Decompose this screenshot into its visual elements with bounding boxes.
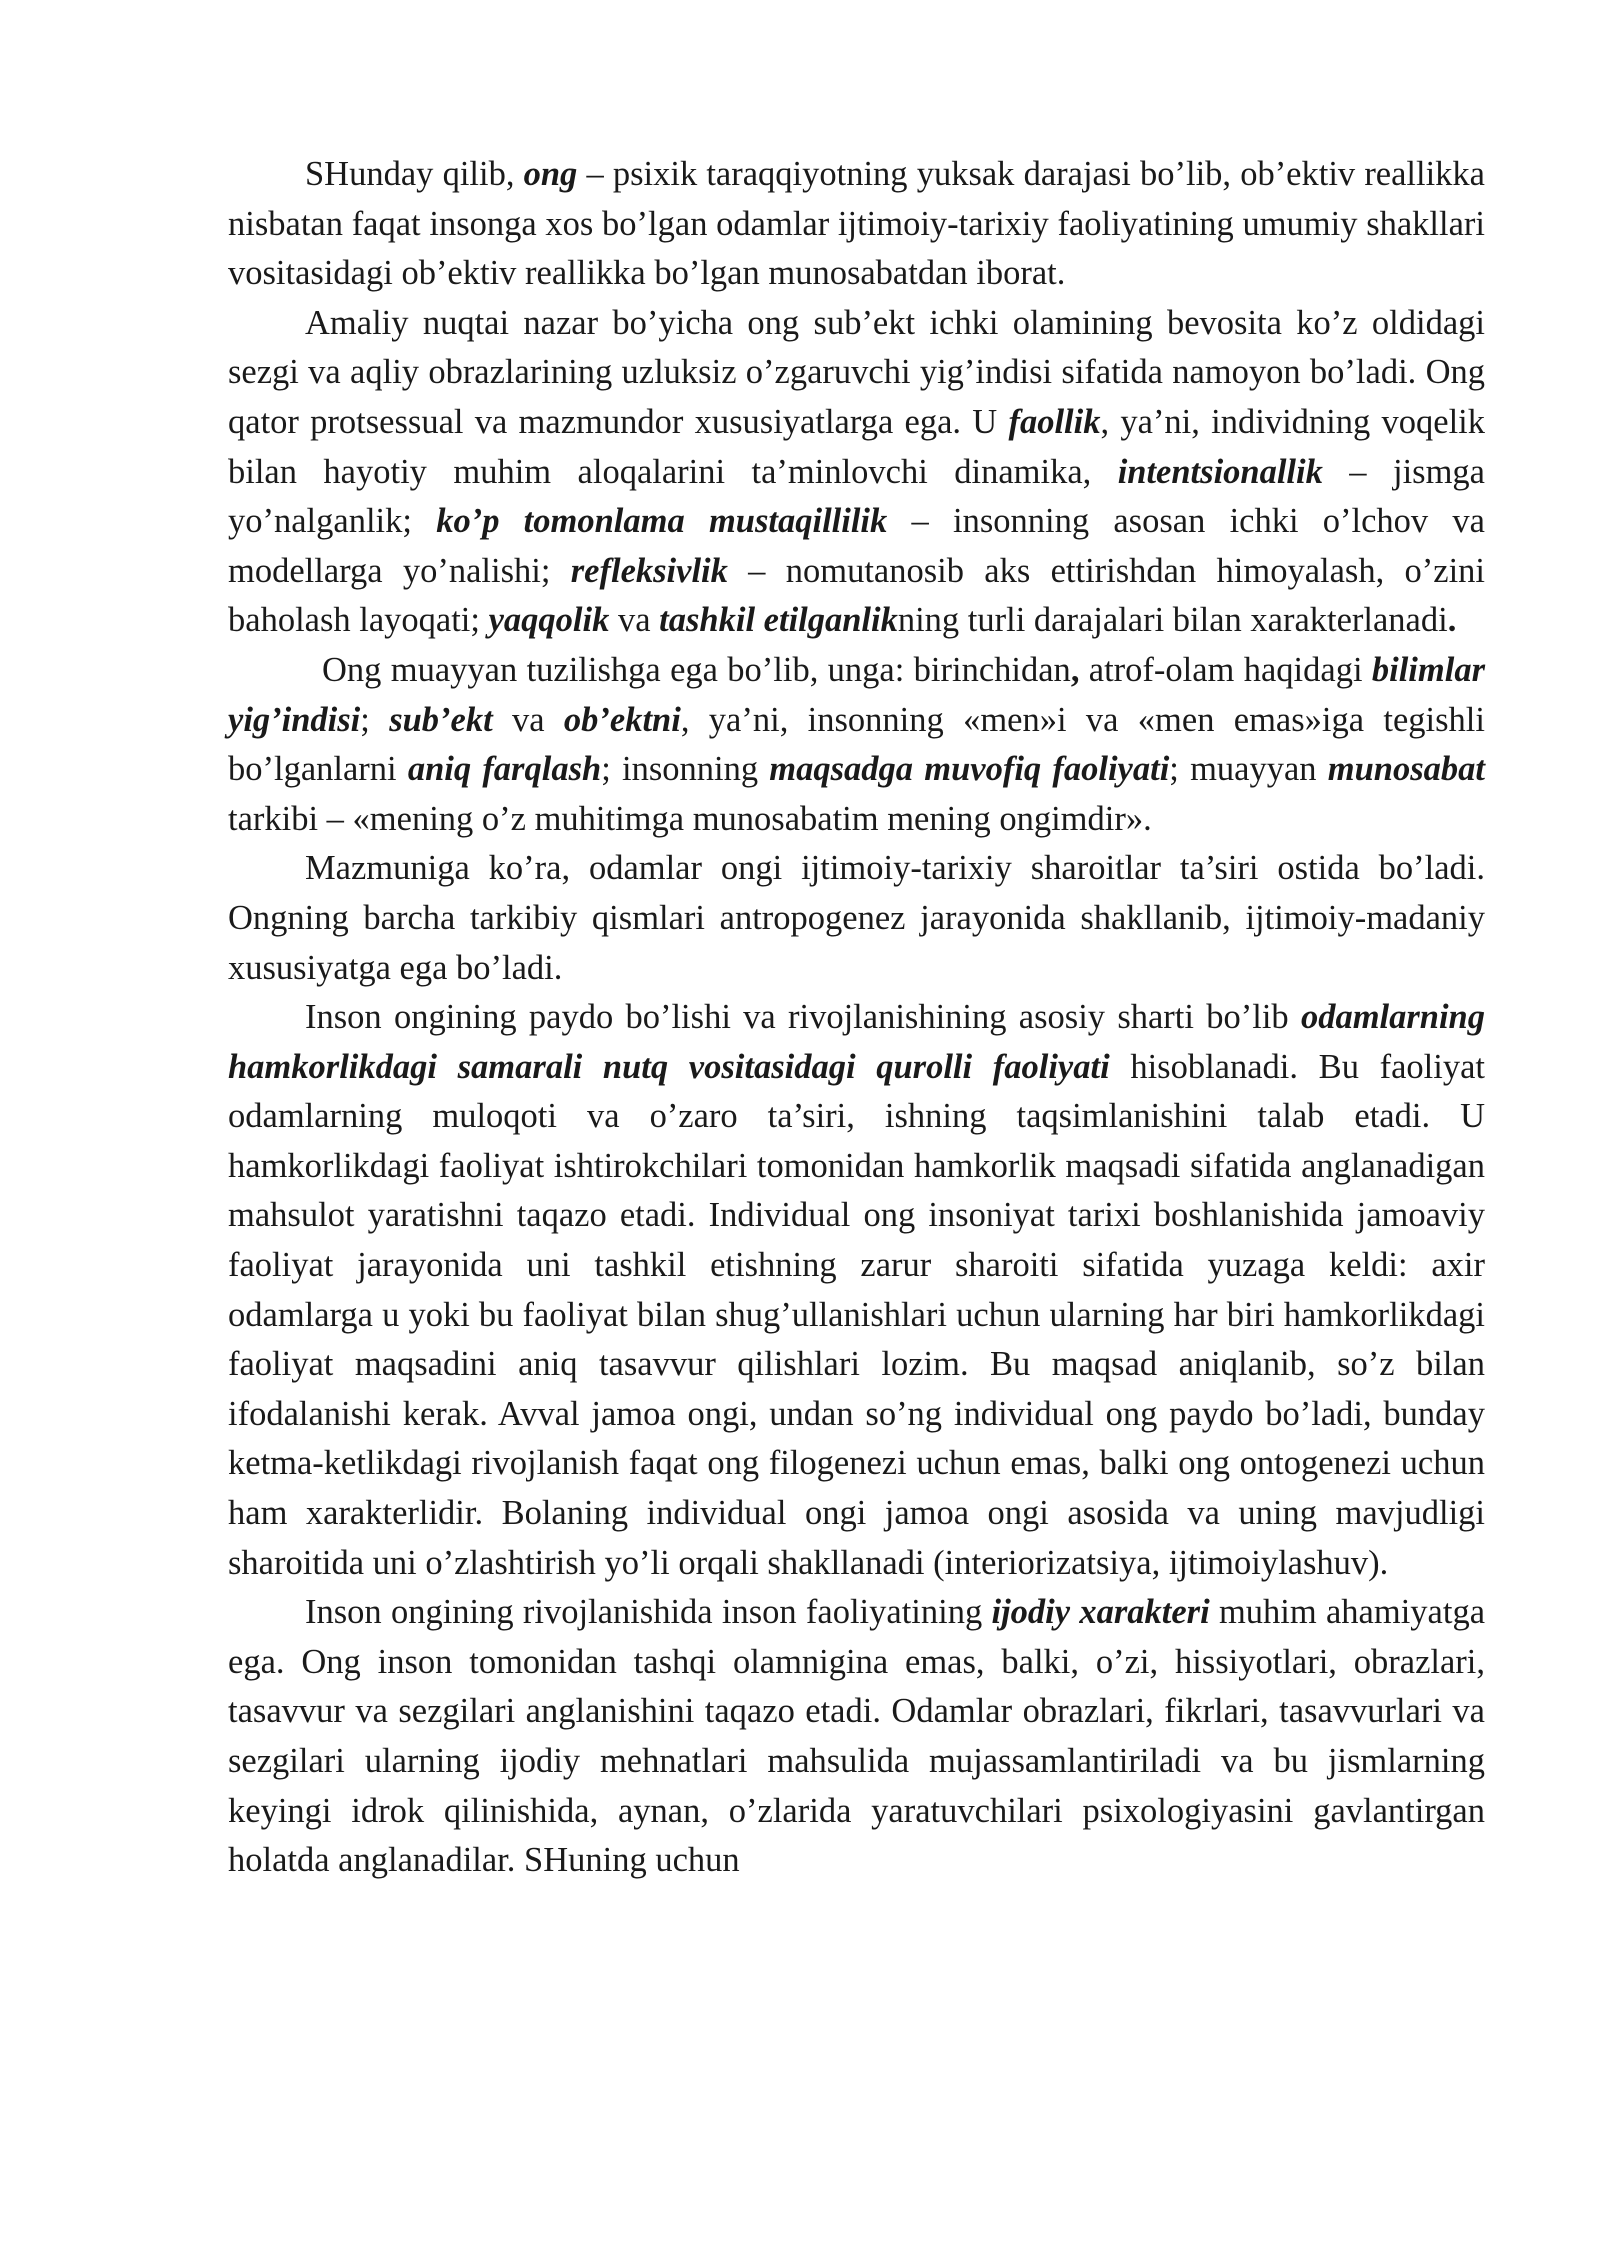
text-run: – psixik taraqqiyotning yuksak darajasi bo’lib, ob’ektiv reallikka nisbatan faqat insonga xos bo’lgan odamlar ijtimoiy-tarixiy faoliyatining umumiy shakllari vositasidagi ob’ektiv reallikka bo’lgan munosabatdan iborat. [228, 155, 1485, 293]
emphasis-run: faollik [1008, 402, 1101, 441]
text-run: atrof-olam haqidagi [1079, 650, 1372, 689]
text-run: Inson ongining paydo bo’lishi va rivojlanishining asosiy sharti bo’lib [305, 998, 1301, 1037]
text-run: va [609, 601, 660, 640]
emphasis-run: bilimlar yig’indisi [228, 650, 1485, 739]
text-run: – insonning asosan ichki o’lchov va modellarga yo’nalishi; [228, 502, 1485, 590]
emphasis-run: tashkil etilganlik [659, 601, 898, 640]
text-run: , ya’ni, insonning «men»i va «men emas»iga tegishli bo’lganlarni [228, 700, 1485, 789]
text-run: ; insonning [601, 750, 770, 789]
emphasis-run: sub’ekt [389, 700, 493, 739]
text-run: – nomutanosib aks ettirishdan himoyalash, o’zini baholash layoqati; [228, 551, 1485, 640]
paragraph-ong-creativity [228, 1588, 1485, 1886]
text-run: Ong muayyan tuzilishga ega bo’lib, unga: birinchidan [322, 650, 1071, 689]
emphasis-run: odamlarning hamkorlikdagi samarali nutq vositasidagi qurolli faoliyati [228, 998, 1485, 1086]
emphasis-run: yaqqolik [488, 601, 610, 640]
paragraph-ong-origin [228, 993, 1485, 1588]
text-run: – jismga yo’nalganlik; [228, 452, 1485, 541]
paragraph-ong-properties [228, 299, 1485, 646]
text-run: Amaliy nuqtai nazar bo’yicha ong sub’ekt ichki olamining bevosita ko’z oldidagi sezgi va aqliy obrazlarining uzluksiz o’zgaruvchi yig’indisi sifatida namoyon bo’ladi. Ong qator protsessual va mazmundor xususiyatlarga ega. U [228, 303, 1485, 441]
emphasis-run: aniq farqlash [407, 750, 602, 789]
text-run: Inson ongining rivojlanishida inson faoliyatining [305, 1593, 992, 1632]
emphasis-run: refleksivlik [570, 551, 728, 590]
emphasis-run: intentsionallik [1117, 452, 1323, 491]
emphasis-run: munosabat [1327, 750, 1486, 789]
text-run: ; [360, 700, 390, 739]
text-run: , ya’ni, individning voqelik bilan hayotiy muhim aloqalarini ta’minlovchi dinamika, [228, 402, 1485, 491]
document-page [228, 150, 1485, 1886]
text-run: ; muayyan [1169, 750, 1328, 789]
emphasis-run: ob’ektni [563, 700, 681, 739]
text-run: Mazmuniga ko’ra, odamlar ongi ijtimoiy-tarixiy sharoitlar ta’siri ostida bo’ladi. Ongning barcha tarkibiy qismlari antropogenez jarayonida shakllanib, ijtimoiy-madaniy xususiyatga ega bo’ladi. [228, 849, 1485, 987]
paragraph-ong-content [228, 844, 1485, 993]
paragraph-ong-definition [228, 150, 1485, 299]
text-run: tarkibi – «mening o’z muhitimga munosabatim mening ongimdir». [228, 799, 1152, 838]
text-run: hisoblanadi. Bu faoliyat odamlarning muloqoti va o’zaro ta’siri, ishning taqsimlanishini talab etadi. U hamkorlikdagi faoliyat ishtirokchilari tomonidan hamkorlik maqsadi sifatida anglanadigan mahsulot yaratishni taqazo etadi. Individual ong insoniyat tarixi boshlanishida jamoaviy faoliyat jarayonida uni tashkil etishning zarur sharoiti sifatida yuzaga keldi: axir odamlarga u yoki bu faoliyat bilan shug’ullanishlari uchun ularning har biri hamkorlikdagi faoliyat maqsadini aniq tasavvur qilishlari lozim. Bu maqsad aniqlanib, so’z bilan ifodalanishi kerak. Avval jamoa ongi, undan so’ng individual ong paydo bo’ladi, bunday ketma-ketlikdagi rivojlanish faqat ong filogenezi uchun emas, balki ong ontogenezi uchun ham xarakterlidir. Bolaning individual ongi jamoa ongi asosida va uning mavjudligi sharoitida uni o’zlashtirish yo’li orqali shakllanadi (interiorizatsiya, ijtimoiylashuv). [228, 1047, 1485, 1582]
bold-run: , [1070, 650, 1080, 689]
text-run: ning turli darajalari bilan xarakterlanadi [897, 601, 1448, 640]
emphasis-run: ko’p tomonlama mustaqillilik [436, 502, 888, 541]
text-run: muhim ahamiyatga ega. Ong inson tomonidan tashqi olamnigina emas, balki, o’zi, hissiyotlari, obrazlari, tasavvur va sezgilari anglanishini taqazo etadi. Odamlar obrazlari, fikrlari, tasavvurlari va sezgilari ularning ijodiy mehnatlari mahsulida mujassamlantiriladi va bu jismlarning keyingi idrok qilinishida, aynan, o’zlarida yaratuvchilari psixologiyasini gavlantirgan holatda anglanadilar. SHuning uchun [228, 1593, 1486, 1880]
emphasis-run: ijodiy xarakteri [991, 1593, 1210, 1632]
paragraph-ong-structure [228, 646, 1485, 844]
text-run: SHunday qilib, [305, 155, 524, 193]
emphasis-run: maqsadga muvofiq faoliyati [769, 750, 1170, 789]
text-run: va [492, 700, 564, 739]
bold-run: . [1447, 601, 1457, 640]
emphasis-run: ong [523, 155, 578, 193]
